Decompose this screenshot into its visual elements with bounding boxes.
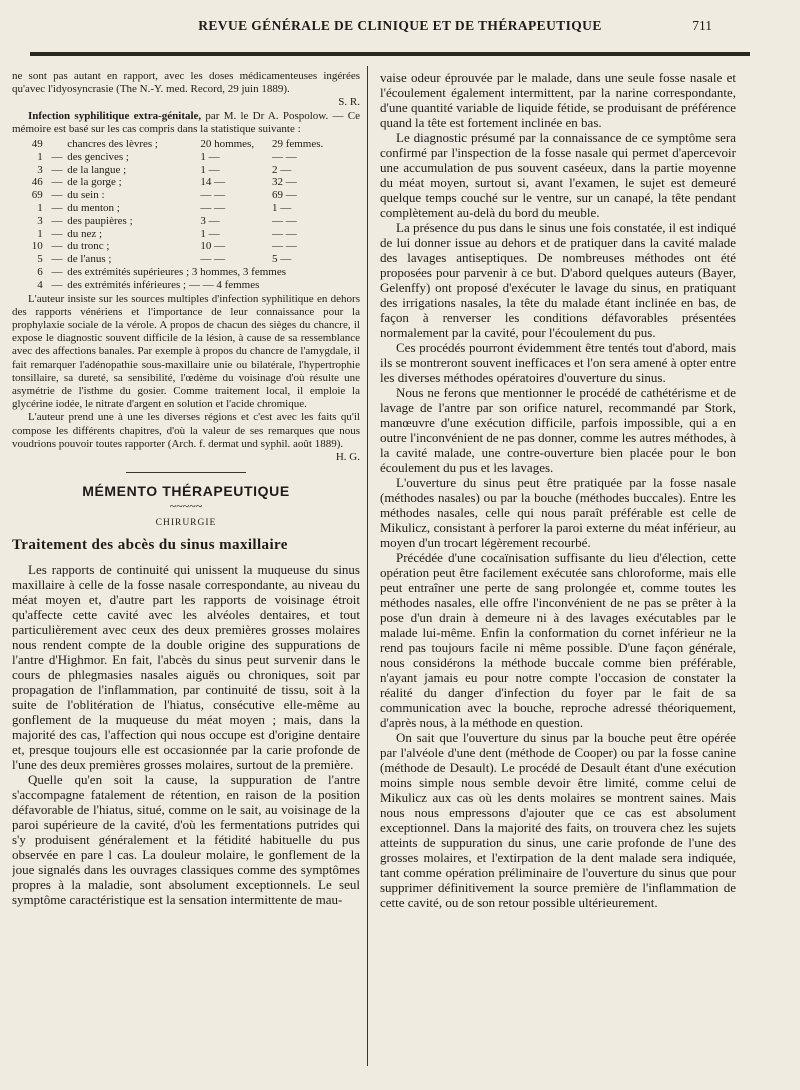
body-paragraph: Nous ne ferons que mentionner le procédé de cathétérisme et de lavage de l'antre par son orifice naturel, recommandé par Stork, manœuvre d'une exécution difficile, parfois impossible, qui a en outre l'inconvénient de ne pas donner, comme les autres méthodes, à la cavité malade, une contre-ouverture bien placée pour le bon écoulement du pus et les lavages.	[380, 385, 736, 475]
body-paragraph: Ces procédés pourront évidemment être tentés tout d'abord, mais ils se montreront souvent inefficaces et l'on sera amené à opter entre les diverses méthodes opératoires d'ouverture du sinus.	[380, 340, 736, 385]
table-row: 49 chancres des lèvres ; 20 hommes, 29 femmes.	[31, 138, 324, 151]
table-row: 6 — des extrémités supérieures ; 3 hommes, 3 femmes	[37, 265, 286, 278]
table-row: 3 — des paupières ; 3 — — —	[37, 214, 297, 227]
table-row: 69 — du sein : — — 69 —	[31, 189, 297, 202]
infection-signature: H. G.	[335, 451, 360, 464]
table-row: 10 — du tronc ; 10 — — —	[31, 240, 297, 253]
table-row: 3 — de la langue ; 1 — 2 —	[37, 163, 292, 176]
intro-paragraph: ne sont pas autant en rapport, avec les doses médicamenteuses ingérées qu'avec l'idyosyncrasie (The N.-Y. med. Record, 29 juin 1889).	[12, 70, 360, 96]
body-paragraph: On sait que l'ouverture du sinus par la bouche peut être opérée par l'alvéole d'une dent (méthode de Cooper) ou par la fosse canine (méthode de Desault). Le procédé de Desault étant d'une exécution moins simple nous semble devoir être limité, comme celui de Mikulicz aux cas où les dents molaires se montrent saines. Mais nous nous empressons d'ajouter que ce cas est absolument exceptionnel. Dans la majorité des faits, on trouvera chez les sujets atteints de suppuration du sinus, une carie profonde de l'une des grosses molaires, et l'extirpation de la dent malade sera indiquée, tant comme opération préliminaire de l'ouverture du sinus que pour supprimer définitivement la source première de l'inflammation de cette cavité, ou de son retour possible ultérieurement.	[380, 730, 736, 910]
intro-signature: S. R.	[338, 96, 360, 109]
body-paragraph: Précédée d'une cocaïnisation suffisante du lieu d'élection, cette opération peut être facilement exécutée sans chloroforme, mais elle peut entraîner une perte de sang prolongée et, comme toutes les méthodes nasales, elle offre l'inconvénient de ne pas se prêter à la pose d'un drain à demeure ni à des lavages exécutables par le malade lui-même. Enfin la conformation du cornet inférieur ne la rend pas toujours facile ni même possible. D'une façon générale, nous considérons la méthode buccale comme bien préférable, n'ayant jamais eu pour notre compte l'occasion de constater la réalité du danger d'infection du foyer par le fait de sa communication avec la bouche, reproche adressé théoriquement, d'après nous, à la méthode en question.	[380, 550, 736, 730]
body-paragraph: L'ouverture du sinus peut être pratiquée par la fosse nasale (méthodes nasales) ou par la bouche (méthodes buccales). Entre les méthodes nasales, celle qui nous paraît préférable est celle de Mikulicz, consistant à perforer la paroi externe du méat inférieur, au moyen d'un trocart légèrement recourbé.	[380, 475, 736, 550]
article-title: Traitement des abcès du sinus maxillaire	[12, 537, 288, 554]
header-rule	[30, 52, 750, 56]
table-row: 1 — des gencives ; 1 — — —	[37, 150, 297, 163]
body-paragraph: Le diagnostic présumé par la connaissance de ce symptôme sera confirmé par l'inspection de la fosse nasale qui permet d'apercevoir une accumulation de pus souvent caséeux, dans la partie moyenne du méat moyen, surtout si, avant l'examen, le sujet est demeuré quelque temps couché sur le ventre, sur un canapé, la tête pendant complètement au-delà du bord du meuble.	[380, 130, 736, 220]
table-row: 4 — des extrémités inférieures ; — — 4 femmes	[37, 278, 260, 291]
table-row: 46 — de la gorge ; 14 — 32 —	[31, 176, 297, 189]
infection-title: Infection syphilitique extra-génitale,	[28, 109, 202, 122]
section-separator	[126, 472, 246, 473]
ornament: ~~~~~	[169, 499, 203, 514]
left-column	[12, 70, 360, 1072]
infection-intro: par M. le Dr A. Pospolow. — Ce mémoire est basé sur les cas compris dans la statistique suivante :	[12, 109, 360, 135]
infection-paragraph-3: L'auteur prend une à une les diverses régions et c'est avec les faits qu'il compose les différents chapitres, d'où la valeur de ses remarques que nous voudrions pouvoir toutes rapporter (Arch. f. dermat und syphil. août 1889).	[12, 411, 360, 450]
infection-paragraph-2: L'auteur insiste sur les sources multiples d'infection syphilitique en dehors des rapports vénériens et l'importance de leur connaissance pour la prophylaxie sociale de la vérole. A propos de chacun des sièges du chancre, il expose le diagnostic souvent difficile de la lésion, à cause de sa ressemblance avec des affections banales. Par exemple à propos du chancre de l'amygdale, il fait remarquer l'adénopathie sous-maxillaire unie ou bilatérale, l'hypertrophie tonsillaire, sa dureté, sa sensibilité, l'œdème du voisinage d'où résulte une asymétrie de l'isthme du gosier. Comme traitement local, il emploie la glycérine iodée, le nitrate d'argent en solution et l'acide chromique.	[12, 292, 360, 411]
body-paragraph: Les rapports de continuité qui unissent la muqueuse du sinus maxillaire à celle de la fosse nasale correspondante, au niveau du méat moyen et, d'autre part les rapports de voisinage étroit qu'affecte cette cavité avec les alvéoles dentaires, et tout particulièrement avec ceux des deux premières grosses molaires nous rendent compte de la double origine des suppurations de l'antre d'Highmor. En fait, l'abcès du sinus peut survenir dans le cours de phlegmasies nasales aiguës ou chroniques, soit par propagation de l'inflammation, par continuité de tissu, soit à la suite de l'oblitération de l'hiatus, consécutive elle-même au gonflement de la muqueuse du méat moyen ; mais, dans la majorité des cas, l'affection qui nous occupe est d'origine dentaire et, presque toujours elle est occasionnée par la carie profonde de l'une des deux premières grosses molaires, surtout de la première.	[12, 562, 360, 773]
table-row: 5 — de l'anus ; — — 5 —	[37, 253, 292, 266]
running-title: REVUE GÉNÉRALE DE CLINIQUE ET DE THÉRAPEUTIQUE	[198, 18, 602, 33]
memento-heading: MÉMENTO THÉRAPEUTIQUE	[82, 483, 290, 500]
body-paragraph: La présence du pus dans le sinus une fois constatée, il est indiqué de lui donner issue au dehors et de pratiquer dans la cavité malade des lavages antiseptiques. De nombreuses méthodes ont été proposées pour parvenir à ce but. D'abord quelques auteurs (Bayer, Gelenffy) ont proposé d'exécuter le lavage du sinus, en pratiquant des irrigations nasales, la tête du malade étant inclinée en bas, de façon à renverser les conditions défavorables présentées normalement par la cavité, pour l'écoulement du pus.	[380, 220, 736, 340]
table-row: 1 — du menton ; — — 1 —	[37, 202, 292, 214]
right-column	[380, 70, 736, 1072]
column-divider	[367, 66, 368, 1066]
page-number: 711	[692, 18, 712, 33]
lesion-table	[12, 138, 360, 292]
body-paragraph: Quelle qu'en soit la cause, la suppuration de l'antre s'accompagne fatalement de rétention, en raison de la position défavorable de l'hiatus, situé, comme on le sait, au voisinage de la paroi supérieure de la cavité, d'où les fermentations putrides qui s'y produisent généralement et la fétidité habituelle du pus observée en pare l cas. La douleur molaire, le gonflement de la joue signalés dans les ouvrages classiques comme des symptômes propres à la maladie, sont absolument exceptionnels. Le seul symptôme caractéristique est la sensation intermittente de mau-	[12, 772, 360, 908]
table-row: 1 — du nez ; 1 — — —	[37, 227, 297, 240]
page-header	[0, 18, 800, 40]
section-label: CHIRURGIE	[155, 518, 217, 529]
infection-paragraph	[12, 110, 360, 136]
body-paragraph: vaise odeur éprouvée par le malade, dans une seule fosse nasale et l'écoulement également intermittent, par la narine correspondante, d'une quantité variable de liquide fétide, se produisant de préférence quand la tête est fortement inclinée en bas.	[380, 70, 736, 130]
